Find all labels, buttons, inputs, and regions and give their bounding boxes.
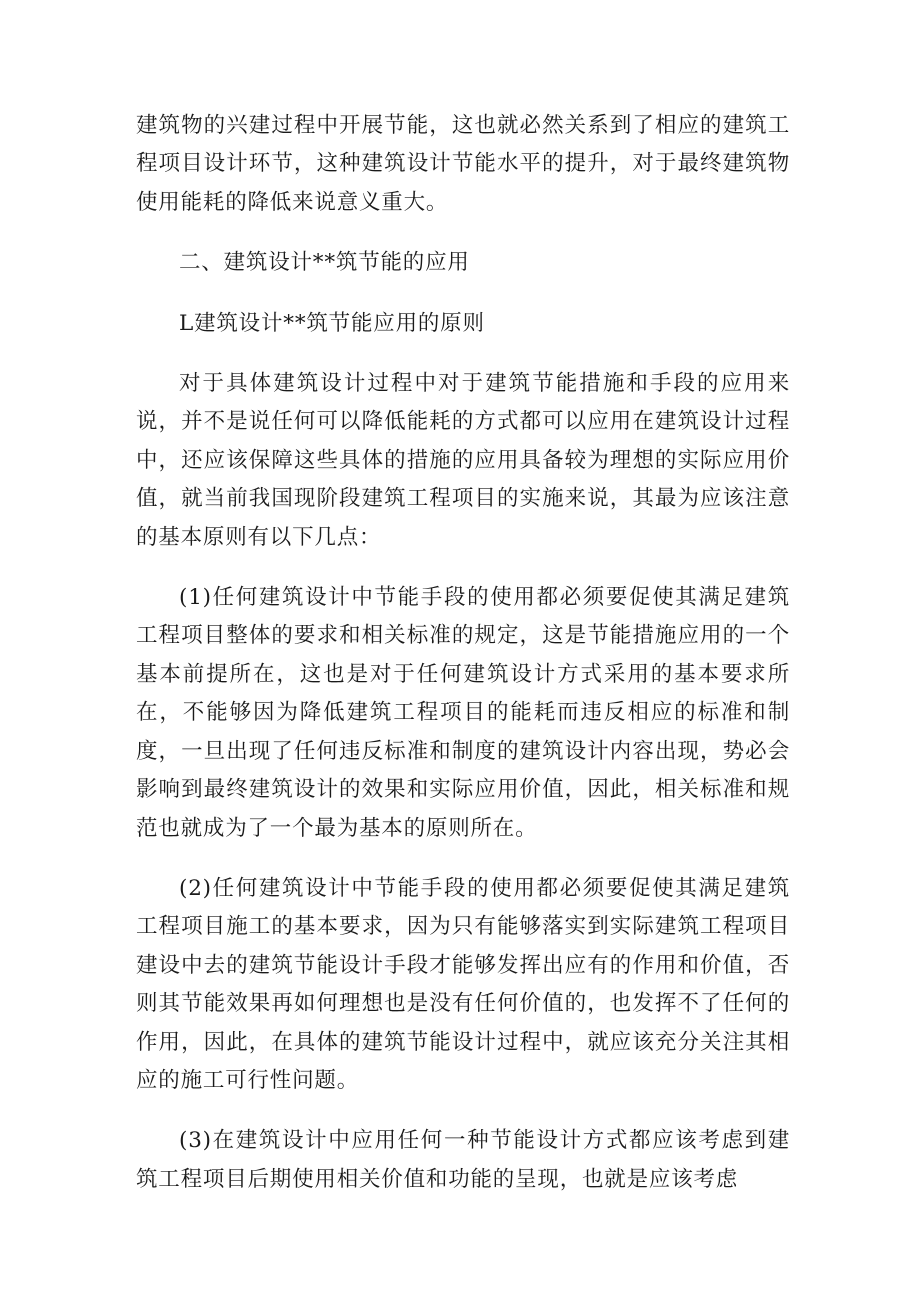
paragraph-continuation: 建筑物的兴建过程中开展节能，这也就必然关系到了相应的建筑工程项目设计环节，这种建筑设计节能水平的提升，对于最终建筑物使用能耗的降低来说意义重大。	[136, 113, 790, 215]
document-body	[136, 107, 790, 1199]
paragraph-principle-3: (3)在建筑设计中应用任何一种节能设计方式都应该考虑到建筑工程项目后期使用相关价值和功能的呈现，也就是应该考虑	[136, 1128, 790, 1192]
section-heading: 二、建筑设计**筑节能的应用	[179, 250, 470, 276]
paragraph-principle-1: (1)任何建筑设计中节能手段的使用都必须要促使其满足建筑工程项目整体的要求和相关标准的规定，这是节能措施应用的一个基本前提所在，这也是对于任何建筑设计方式采用的基本要求所在，不能够因为降低建筑工程项目的能耗而违反相应的标准和制度，一旦出现了任何违反标准和制度的建筑设计内容出现，势必会影响到最终建筑设计的效果和实际应用价值，因此，相关标准和规范也就成为了一个最为基本的原则所在。	[136, 585, 790, 841]
subsection-heading: L建筑设计**筑节能应用的原则	[179, 310, 485, 336]
paragraph-principles-intro: 对于具体建筑设计过程中对于建筑节能措施和手段的应用来说，并不是说任何可以降低能耗的方式都可以应用在建筑设计过程中，还应该保障这些具体的措施的应用具备较为理想的实际应用价值，就当前我国现阶段建筑工程项目的实施来说，其最为应该注意的基本原则有以下几点：	[136, 371, 790, 550]
paragraph-principle-2: (2)任何建筑设计中节能手段的使用都必须要促使其满足建筑工程项目施工的基本要求，因为只有能够落实到实际建筑工程项目建设中去的建筑节能设计手段才能够发挥出应有的作用和价值，否则其节能效果再如何理想也是没有任何价值的，也发挥不了任何的作用，因此，在具体的建筑节能设计过程中，就应该充分关注其相应的施工可行性问题。	[136, 875, 790, 1093]
